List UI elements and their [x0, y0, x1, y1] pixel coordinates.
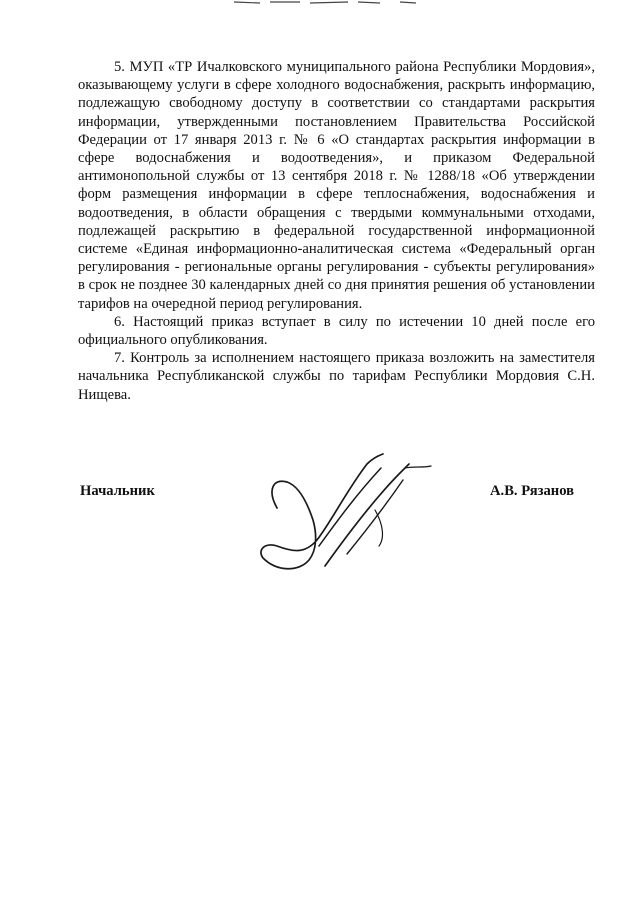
document-body: [78, 58, 595, 404]
signatory-name: А.В. Рязанов: [490, 483, 575, 499]
signature-block: [0, 440, 640, 600]
handwritten-signature: [255, 450, 440, 585]
signatory-title: Начальник: [80, 483, 155, 499]
paragraph-6: 6. Настоящий приказ вступает в силу по истечении 10 дней после его официального опубликования.: [78, 313, 595, 349]
paragraph-5: 5. МУП «ТР Ичалковского муниципального района Республики Мордовия», оказывающему услуги в сфере холодного водоснабжения, раскрыть информацию, подлежащую свободному доступу в соответствии со стандартами раскрытия информации, утвержденными постановлением Правительства Российской Федерации от 17 января 2013 г. № 6 «О стандартах раскрытия информации в сфере водоснабжения и водоотведения», и приказом Федеральной антимонопольной службы от 13 сентября 2018 г. № 1288/18 «Об утверждении форм размещения информации в сфере теплоснабжения, водоснабжения и водоотведения, в области обращения с твердыми коммунальными отходами, подлежащей раскрытию в федеральной государственной информационной системе «Единая информационно-аналитическая система «Федеральный орган регулирования - региональные органы регулирования - субъекты регулирования» в срок не позднее 30 календарных дней со дня принятия решения об установлении тарифов на очередной период регулирования.: [78, 59, 595, 312]
paragraph-7: 7. Контроль за исполнением настоящего приказа возложить на заместителя начальника Республиканской службы по тарифам Республики Мордовия С.Н. Нищева.: [78, 350, 595, 403]
top-edge-marks: [230, 0, 420, 6]
